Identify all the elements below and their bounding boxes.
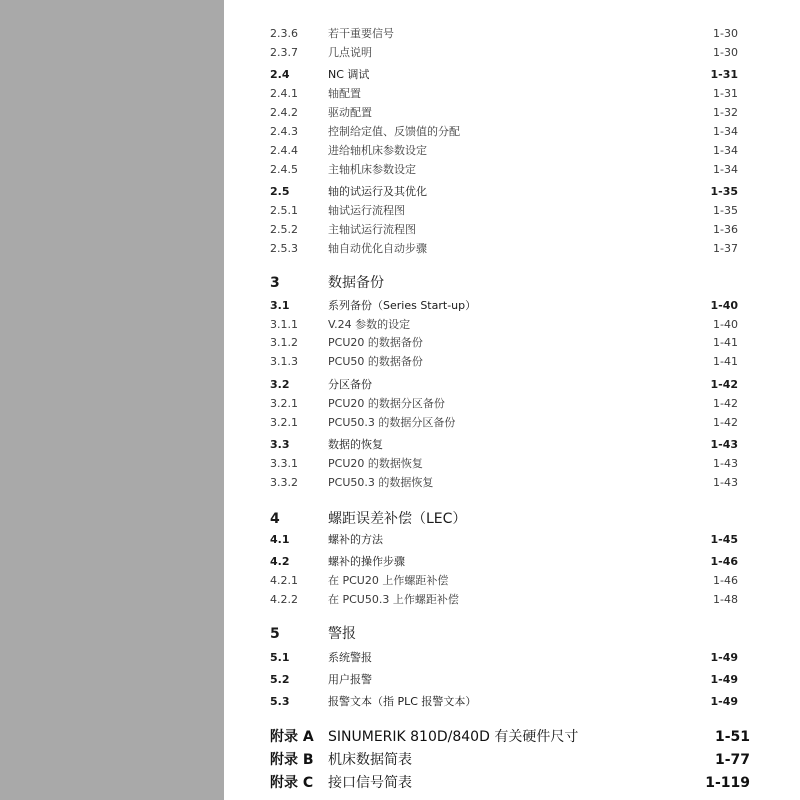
- toc-entry-title: 警报: [328, 626, 356, 642]
- toc-entry-page: 1-51: [714, 729, 750, 745]
- toc-entry-number: 2.5.2: [270, 223, 298, 236]
- toc-entry[interactable]: [270, 296, 740, 316]
- toc-entry[interactable]: [270, 552, 740, 572]
- toc-entry-title: 数据备份: [328, 275, 384, 291]
- toc-entry-title: PCU20 的数据恢复: [328, 457, 423, 470]
- toc-entry-page: 1-42: [713, 416, 738, 429]
- toc-entry-title: 螺补的方法: [328, 533, 383, 546]
- toc-entry[interactable]: [270, 375, 740, 395]
- toc-entry-number: 附录 B: [270, 752, 314, 768]
- toc-entry[interactable]: [270, 394, 740, 414]
- toc-entry-number: 3.1.2: [270, 336, 298, 349]
- toc-entry[interactable]: [270, 103, 740, 123]
- toc-entry-title: 在 PCU50.3 上作螺距补偿: [328, 593, 459, 606]
- toc-entry[interactable]: [270, 454, 740, 474]
- toc-entry-number: 2.5: [270, 185, 290, 198]
- toc-entry-page: 1-45: [710, 533, 738, 546]
- toc-entry-page: 1-49: [710, 673, 738, 686]
- toc-entry[interactable]: [270, 571, 740, 591]
- toc-entry-title: PCU20 的数据分区备份: [328, 397, 445, 410]
- toc-entry-title: 数据的恢复: [328, 438, 383, 451]
- toc-entry[interactable]: [270, 182, 740, 202]
- toc-entry-title: 分区备份: [328, 378, 372, 391]
- toc-entry-number: 2.5.1: [270, 204, 298, 217]
- toc-entry[interactable]: [270, 750, 750, 770]
- toc-entry-number: 3.2: [270, 378, 290, 391]
- toc-entry[interactable]: [270, 315, 740, 335]
- toc-entry[interactable]: [270, 333, 740, 353]
- toc-entry[interactable]: [270, 590, 740, 610]
- toc-entry[interactable]: [270, 220, 740, 240]
- toc-entry[interactable]: [270, 273, 740, 293]
- toc-entry-title: 主轴机床参数设定: [328, 163, 416, 176]
- toc-entry-title: 机床数据简表: [328, 752, 412, 768]
- toc-entry-page: 1-40: [710, 299, 738, 312]
- toc-entry[interactable]: [270, 24, 740, 44]
- toc-entry-title: 控制给定值、反馈值的分配: [328, 125, 460, 138]
- toc-entry-number: 2.4.1: [270, 87, 298, 100]
- toc-entry-number: 2.4.5: [270, 163, 298, 176]
- toc-entry-page: 1-49: [710, 695, 738, 708]
- toc-entry-number: 附录 A: [270, 729, 314, 745]
- toc-entry-number: 5: [270, 626, 280, 642]
- toc-entry-page: 1-37: [713, 242, 738, 255]
- toc-entry-page: 1-34: [713, 144, 738, 157]
- toc-entry[interactable]: [270, 509, 740, 529]
- toc-entry-title: 轴的试运行及其优化: [328, 185, 427, 198]
- toc-entry-page: 1-49: [710, 651, 738, 664]
- toc-entry-page: 1-42: [713, 397, 738, 410]
- toc-entry[interactable]: [270, 692, 740, 712]
- toc-entry[interactable]: [270, 435, 740, 455]
- toc-entry-page: 1-32: [713, 106, 738, 119]
- toc-entry-title: 轴自动优化自动步骤: [328, 242, 427, 255]
- toc-entry-number: 4.2: [270, 555, 290, 568]
- toc-entry-title: 接口信号简表: [328, 775, 412, 791]
- toc-entry-page: 1-46: [710, 555, 738, 568]
- toc-entry-page: 1-43: [713, 476, 738, 489]
- toc-entry-title: 报警文本（指 PLC 报警文本）: [328, 695, 477, 708]
- toc-entry-page: 1-48: [713, 593, 738, 606]
- toc-entry-title: PCU50 的数据备份: [328, 355, 423, 368]
- toc-entry-number: 2.4.3: [270, 125, 298, 138]
- toc-entry-number: 3.1.3: [270, 355, 298, 368]
- toc-entry-number: 2.3.7: [270, 46, 298, 59]
- toc-entry-number: 4.2.1: [270, 574, 298, 587]
- toc-entry-page: 1-77: [714, 752, 750, 768]
- toc-entry-title: 螺距误差补偿（LEC）: [328, 511, 467, 527]
- toc-entry[interactable]: [270, 473, 740, 493]
- toc-entry-number: 3.1.1: [270, 318, 298, 331]
- toc-entry[interactable]: [270, 530, 740, 550]
- toc-entry-number: 3.2.1: [270, 397, 298, 410]
- toc-entry-page: 1-41: [713, 336, 738, 349]
- toc-entry-page: 1-42: [710, 378, 738, 391]
- toc-entry-title: PCU20 的数据备份: [328, 336, 423, 349]
- toc-entry-title: 在 PCU20 上作螺距补偿: [328, 574, 449, 587]
- toc-entry-title: 几点说明: [328, 46, 372, 59]
- toc-entry-title: 轴配置: [328, 87, 361, 100]
- toc-entry[interactable]: [270, 624, 740, 644]
- toc-entry-title: 轴试运行流程图: [328, 204, 405, 217]
- toc-entry[interactable]: [270, 65, 740, 85]
- toc-entry[interactable]: [270, 413, 740, 433]
- toc-entry-title: 用户报警: [328, 673, 372, 686]
- toc-entry-number: 3.2.1: [270, 416, 298, 429]
- toc-entry-number: 3.3.1: [270, 457, 298, 470]
- toc-entry-number: 3.3.2: [270, 476, 298, 489]
- toc-entry-page: 1-35: [713, 204, 738, 217]
- toc-entry-number: 3: [270, 275, 280, 291]
- toc-entry-title: SINUMERIK 810D/840D 有关硬件尺寸: [328, 729, 579, 745]
- toc-entry[interactable]: [270, 201, 740, 221]
- toc-entry-title: 进给轴机床参数设定: [328, 144, 427, 157]
- toc-entry-title: PCU50.3 的数据恢复: [328, 476, 434, 489]
- toc-entry[interactable]: [270, 160, 740, 180]
- toc-entry-page: 1-34: [713, 163, 738, 176]
- toc-entry-page: 1-46: [713, 574, 738, 587]
- toc-entry[interactable]: [270, 352, 740, 372]
- toc-entry-page: 1-30: [713, 27, 738, 40]
- toc-entry-page: 1-34: [713, 125, 738, 138]
- toc-entry-title: 螺补的操作步骤: [328, 555, 405, 568]
- toc-entry-title: NC 调试: [328, 68, 370, 81]
- toc-entry[interactable]: [270, 239, 740, 259]
- toc-entry-number: 3.1: [270, 299, 290, 312]
- toc-entry-title: PCU50.3 的数据分区备份: [328, 416, 456, 429]
- toc-entry[interactable]: [270, 670, 740, 690]
- toc-entry[interactable]: [270, 141, 740, 161]
- toc-entry-title: 系统警报: [328, 651, 372, 664]
- toc-entry-number: 5.3: [270, 695, 290, 708]
- toc-entry-page: 1-31: [713, 87, 738, 100]
- toc-entry[interactable]: [270, 727, 750, 747]
- toc-entry-page: 1-43: [710, 438, 738, 451]
- toc-entry-page: 1-43: [713, 457, 738, 470]
- toc-entry[interactable]: [270, 43, 740, 63]
- toc-entry-title: V.24 参数的设定: [328, 318, 411, 331]
- toc-entry-title: 若干重要信号: [328, 27, 394, 40]
- toc-entry-number: 2.4: [270, 68, 290, 81]
- toc-entry-page: 1-31: [710, 68, 738, 81]
- toc-entry-number: 5.1: [270, 651, 290, 664]
- toc-entry-page: 1-119: [705, 775, 750, 791]
- toc-entry-title: 驱动配置: [328, 106, 372, 119]
- toc-entry[interactable]: [270, 122, 740, 142]
- toc-entry-number: 4: [270, 511, 280, 527]
- toc-entry-page: 1-40: [713, 318, 738, 331]
- toc-entry[interactable]: [270, 648, 740, 668]
- toc-entry-number: 4.1: [270, 533, 290, 546]
- toc-entry-title: 主轴试运行流程图: [328, 223, 416, 236]
- toc-entry-number: 3.3: [270, 438, 290, 451]
- toc-entry-number: 4.2.2: [270, 593, 298, 606]
- toc-entry[interactable]: [270, 773, 750, 793]
- toc-entry-number: 5.2: [270, 673, 290, 686]
- toc-entry-number: 2.4.2: [270, 106, 298, 119]
- toc-entry-number: 2.3.6: [270, 27, 298, 40]
- toc-entry-number: 2.5.3: [270, 242, 298, 255]
- toc-entry[interactable]: [270, 84, 740, 104]
- toc-entry-title: 系列备份（Series Start-up）: [328, 299, 477, 312]
- toc-entry-page: 1-30: [713, 46, 738, 59]
- toc-entry-page: 1-41: [713, 355, 738, 368]
- toc-entry-number: 附录 C: [270, 775, 314, 791]
- toc-entry-page: 1-36: [713, 223, 738, 236]
- toc-entry-page: 1-35: [710, 185, 738, 198]
- toc-entry-number: 2.4.4: [270, 144, 298, 157]
